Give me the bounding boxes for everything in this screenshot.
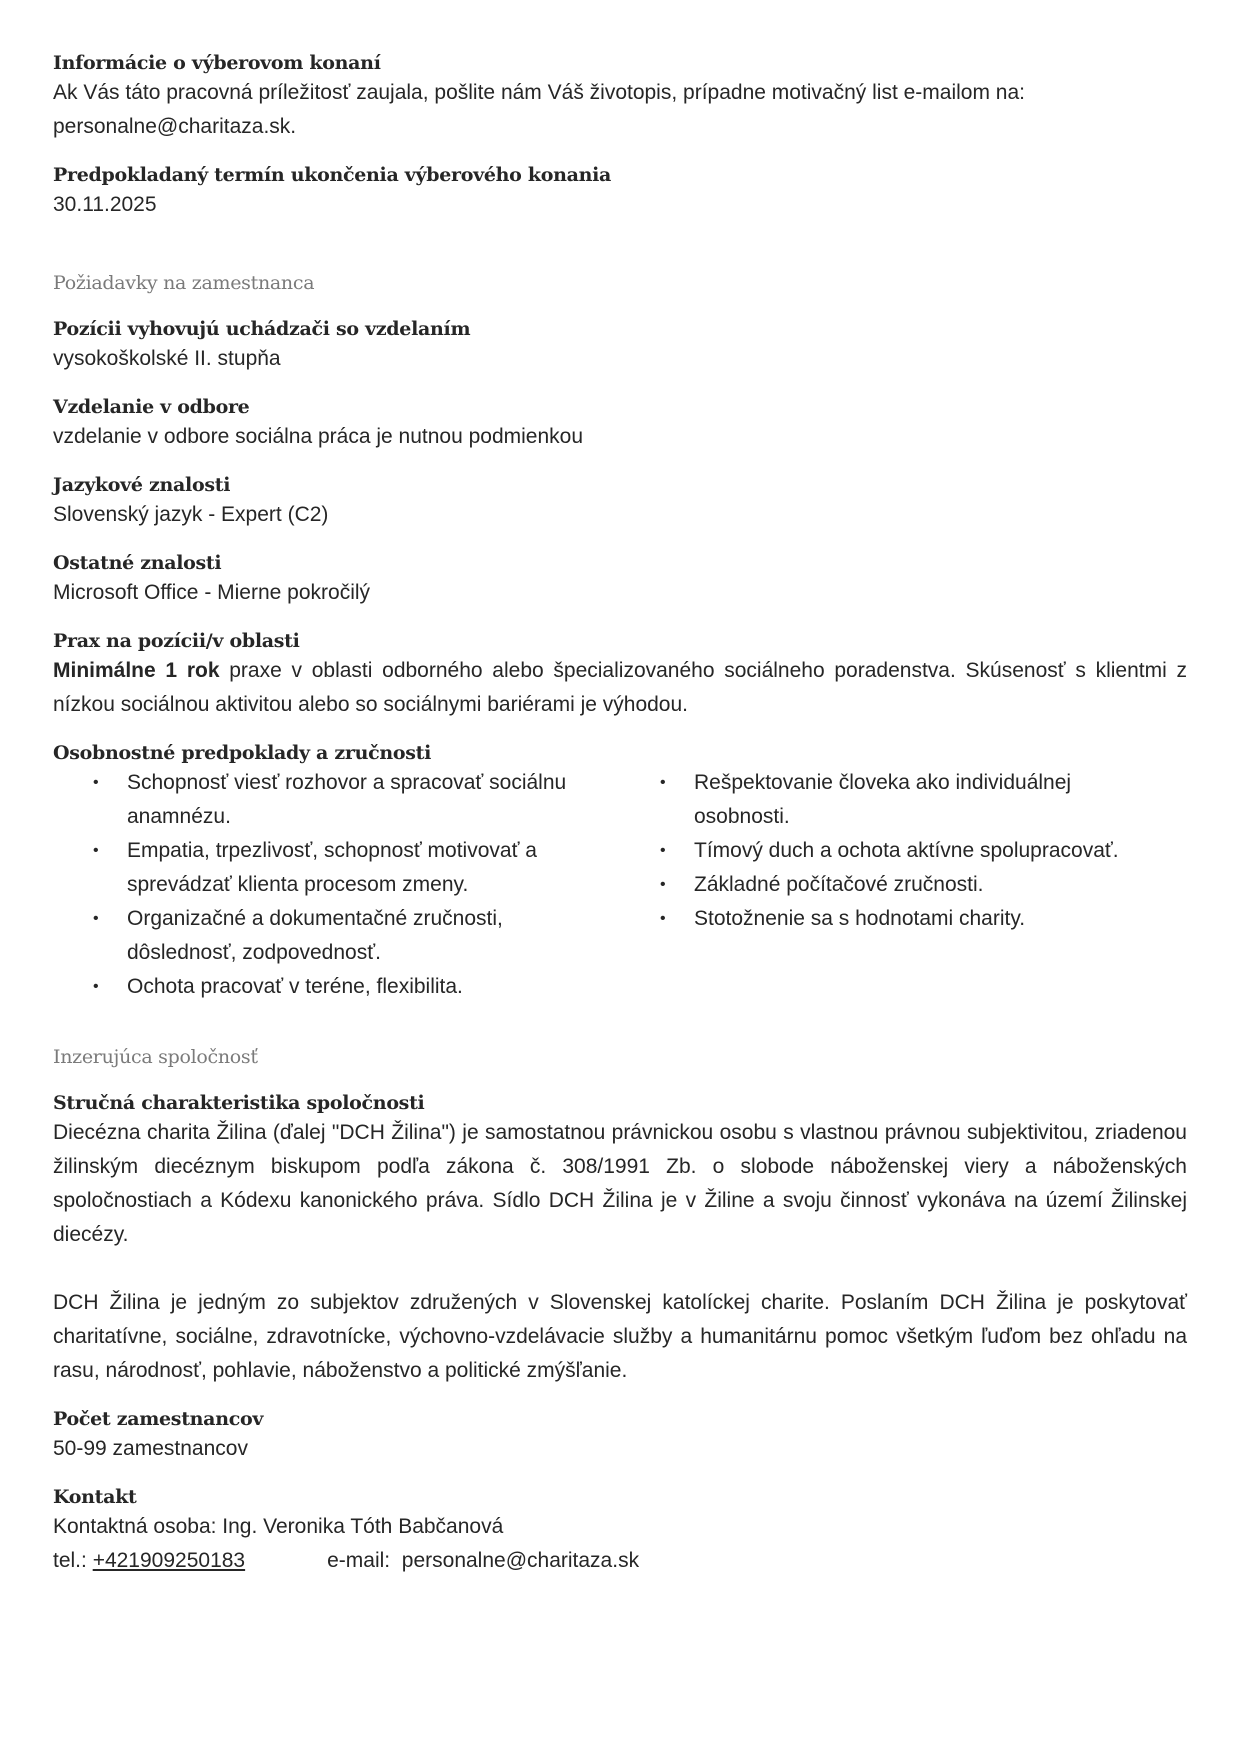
employees-label: Počet zamestnancov <box>53 1408 264 1430</box>
email-value: personalne@charitaza.sk <box>401 1549 640 1572</box>
experience-label: Prax na pozícii/v oblasti <box>53 630 300 652</box>
bullet-icon: • <box>660 774 666 791</box>
bullet-icon: • <box>93 774 99 791</box>
bullet-icon: • <box>93 842 99 859</box>
bullet-icon: • <box>660 876 666 893</box>
company-description-paragraph-1: Diecézna charita Žilina (ďalej "DCH Žilina") je samostatnou právnickou osobu s vlastnou právnou subjektivitou, zriadenou žilinským diecéznym biskupom podľa zákona č. 308/1991 Zb. o slobode náboženskej viery a náboženských spoločnostiach a Kódexu kanonického práva. Sídlo DCH Žilina je v Žiline a svoju činnosť vykonáva na území Žilinskej diecézy. <box>53 1121 1187 1246</box>
company-description-block <box>53 1090 1187 1388</box>
selection-info-text: Ak Vás táto pracovná príležitosť zaujala, pošlite nám Váš životopis, prípadne motivačný list e-mailom na: personalne@charitaza.sk. <box>53 81 1025 138</box>
personal-skills-block <box>53 740 1187 1004</box>
education-block <box>53 316 1187 376</box>
job-posting-page <box>53 50 1187 1596</box>
list-item: • Schopnosť viesť rozhovor a spracovať sociálnu anamnézu. <box>53 766 620 834</box>
company-section-title: Inzerujúca spoločnosť <box>53 1046 258 1068</box>
company-description-paragraph-2: DCH Žilina je jedným zo subjektov združených v Slovenskej katolíckej charite. Poslaním DCH Žilina je poskytovať charitatívne, sociálne, zdravotnícke, výchovno-vzdelávacie služby a humanitárnu pomoc všetkým ľuďom bez ohľadu na rasu, národnosť, pohlavie, náboženstvo a politické zmýšľanie. <box>53 1291 1187 1382</box>
languages-block <box>53 472 1187 532</box>
contact-block <box>53 1484 1187 1578</box>
personal-skills-left-column <box>53 766 620 1004</box>
email-label: e-mail: <box>327 1549 402 1572</box>
experience-value <box>53 654 1187 722</box>
employees-block <box>53 1406 1187 1466</box>
list-item: • Tímový duch a ochota aktívne spolupracovať. <box>620 834 1187 868</box>
other-skills-label: Ostatné znalosti <box>53 552 222 574</box>
list-item: • Ochota pracovať v teréne, flexibilita. <box>53 970 620 1004</box>
field-value: vzdelanie v odbore sociálna práca je nutnou podmienkou <box>53 425 584 448</box>
education-label: Pozícii vyhovujú uchádzači so vzdelaním <box>53 318 471 340</box>
education-value: vysokoškolské II. stupňa <box>53 347 281 370</box>
field-label: Vzdelanie v odbore <box>53 396 250 418</box>
experience-block <box>53 628 1187 722</box>
list-item: • Základné počítačové zručnosti. <box>620 868 1187 902</box>
field-block <box>53 394 1187 454</box>
experience-text: praxe v oblasti odborného alebo špecializovaného sociálneho poradenstva. Skúsenosť s klientmi z nízkou sociálnou aktivitou alebo so sociálnymi bariérami je výhodou. <box>53 659 1187 716</box>
company-description-label: Stručná charakteristika spoločnosti <box>53 1092 425 1114</box>
personal-skills-columns <box>53 766 1187 1004</box>
phone-label: tel.: <box>53 1549 93 1572</box>
personal-skills-right-column <box>620 766 1187 1004</box>
list-item: • Organizačné a dokumentačné zručnosti, dôslednosť, zodpovednosť. <box>53 902 620 970</box>
languages-label: Jazykové znalosti <box>53 474 231 496</box>
selection-info-label: Informácie o výberovom konaní <box>53 52 381 74</box>
requirements-section-title: Požiadavky na zamestnanca <box>53 272 315 294</box>
list-item: • Empatia, trpezlivosť, schopnosť motivovať a sprevádzať klienta procesom zmeny. <box>53 834 620 902</box>
end-date-block <box>53 162 1187 222</box>
list-item: • Rešpektovanie človeka ako individuálnej osobnosti. <box>620 766 1187 834</box>
phone-link[interactable]: +421909250183 <box>92 1549 246 1572</box>
list-item: • Stotožnenie sa s hodnotami charity. <box>620 902 1187 936</box>
other-skills-value: Microsoft Office - Mierne pokročilý <box>53 581 371 604</box>
bullet-icon: • <box>93 910 99 927</box>
personal-skills-label: Osobnostné predpoklady a zručnosti <box>53 742 432 764</box>
contact-row <box>53 1544 1187 1578</box>
other-skills-block <box>53 550 1187 610</box>
employees-value: 50-99 zamestnancov <box>53 1437 248 1460</box>
bullet-icon: • <box>93 978 99 995</box>
end-date-value: 30.11.2025 <box>53 193 157 216</box>
contact-person: Kontaktná osoba: Ing. Veronika Tóth Babčanová <box>53 1515 504 1538</box>
bullet-icon: • <box>660 842 666 859</box>
end-date-label: Predpokladaný termín ukončenia výberového konania <box>53 164 612 186</box>
experience-bold: Minimálne 1 rok <box>53 659 220 682</box>
languages-value: Slovenský jazyk - Expert (C2) <box>53 503 329 526</box>
selection-info-block <box>53 50 1187 144</box>
contact-label: Kontakt <box>53 1486 137 1508</box>
bullet-icon: • <box>660 910 666 927</box>
